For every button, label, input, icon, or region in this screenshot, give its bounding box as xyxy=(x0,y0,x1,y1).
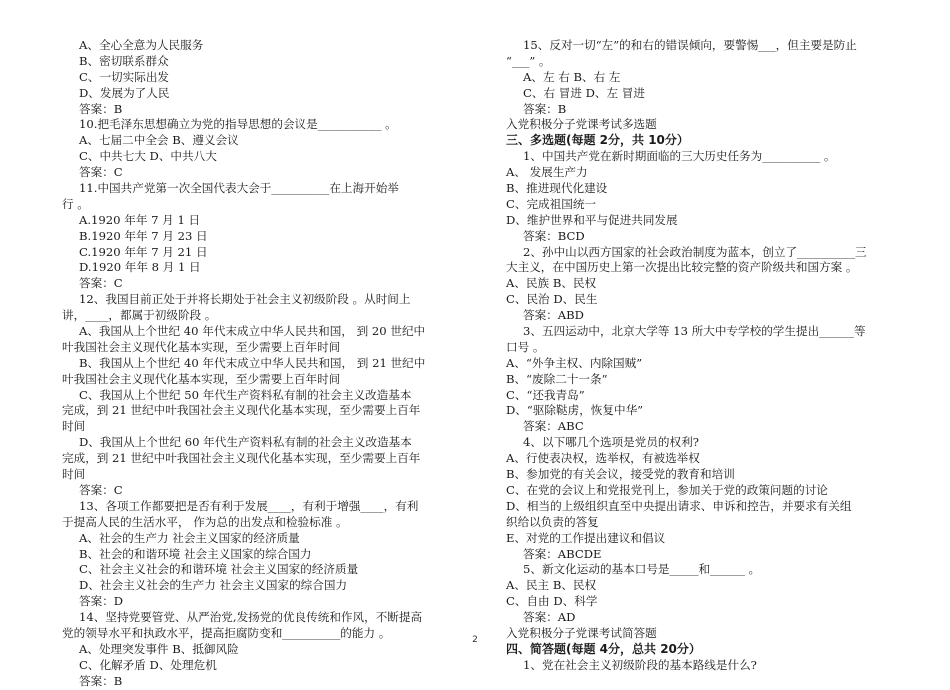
text-line: D、相当的上级组织直至中央提出请求、申诉和控告，并要求有关组 xyxy=(506,498,852,513)
text-line: 大主义，在中国历史上第一次提出比较完整的资产阶级共和国方案 。 xyxy=(506,260,858,275)
page-number: 2 xyxy=(472,635,478,645)
text-line: C、右 冒进 D、左 冒进 xyxy=(523,85,645,100)
text-line: A.1920 年年 7 月 1 日 xyxy=(79,212,201,227)
text-line: A、民族 B、民权 xyxy=(506,276,597,291)
text-line: 完成，到 21 世纪中叶我国社会主义现代化基本实现，至少需要上百年 xyxy=(62,403,421,418)
text-line: 答案：C xyxy=(79,165,123,180)
text-line: B、“废除二十一条” xyxy=(506,371,608,386)
text-line: 3、五四运动中，北京大学等 13 所大中专学校的学生提出______等 xyxy=(523,324,866,339)
text-line: 12、我国目前正处于并将长期处于社会主义初级阶段 。从时间上 xyxy=(79,292,411,307)
text-line: A、处理突发事件 B、抵御风险 xyxy=(79,641,239,656)
text-line: “___” 。 xyxy=(506,53,551,68)
text-line: 答案：D xyxy=(79,594,124,609)
text-line: C、我国从上个世纪 50 年代生产资料私有制的社会主义改造基本 xyxy=(79,387,412,402)
text-line: A、七届二中全会 B、遵义会议 xyxy=(79,133,239,148)
text-line: 13、各项工作都要把是否有利于发展____，有利于增强____，有利 xyxy=(79,498,419,513)
text-line: 讲，____，都属于初级阶段 。 xyxy=(62,308,217,323)
text-line: B、我国从上个世纪 40 年代末成立中华人民共和国， 到 21 世纪中 xyxy=(79,355,426,370)
text-line: 时间 xyxy=(62,419,86,434)
text-line: A、民主 B、民权 xyxy=(506,578,597,593)
text-line: 党的领导水平和执政水平，提高拒腐防变和__________的能力 。 xyxy=(62,625,391,640)
text-line: 答案：AD xyxy=(523,610,576,625)
text-line: C、自由 D、科学 xyxy=(506,594,598,609)
text-line: 2、孙中山以西方国家的社会政治制度为蓝本，创立了__________三 xyxy=(523,244,867,259)
text-line: D、社会主义社会的生产力 社会主义国家的综合国力 xyxy=(79,578,348,593)
text-line: A、 发展生产力 xyxy=(506,165,588,180)
text-line: A、行使表决权，选举权，有被选举权 xyxy=(506,451,700,466)
text-line: A、全心全意为人民服务 xyxy=(79,38,204,52)
text-line: C、社会主义社会的和谐环境 社会主义国家的经济质量 xyxy=(79,562,359,577)
text-line: 答案：ABC xyxy=(523,419,584,434)
section-heading: 三、多选题(每题 2分，共 10分） xyxy=(506,133,689,148)
text-line: A、社会的生产力 社会主义国家的经济质量 xyxy=(79,530,300,545)
text-line: 答案：ABD xyxy=(523,308,584,323)
text-line: 答案：C xyxy=(79,276,123,291)
text-line: A、“外争主权、内除国贼” xyxy=(506,355,643,370)
text-line: C.1920 年年 7 月 21 日 xyxy=(79,244,208,259)
text-line: 4、以下哪几个选项是党员的权利? xyxy=(523,435,699,450)
text-line: 答案：B xyxy=(79,673,123,688)
text-line: 答案：BCD xyxy=(523,228,585,243)
text-line: 入党积极分子党课考试多选题 xyxy=(506,117,657,132)
text-line: 1、党在社会主义初级阶段的基本路线是什么? xyxy=(523,657,757,672)
text-line: C、完成祖国统一 xyxy=(506,196,597,211)
text-line: B、参加党的有关会议，接受党的教育和培训 xyxy=(506,467,735,482)
text-line: A、左 右 B、右 左 xyxy=(523,69,621,84)
text-line: 10.把毛泽东思想确立为党的指导思想的会议是___________ 。 xyxy=(79,117,397,132)
text-line: 于提高人民的生活水平， 作为总的出发点和检验标准 。 xyxy=(62,514,348,529)
text-line: B、社会的和谐环境 社会主义国家的综合国力 xyxy=(79,546,312,561)
text-line: 口号 。 xyxy=(506,339,545,354)
text-line: A、我国从上个世纪 40 年代末成立中华人民共和国， 到 20 世纪中 xyxy=(79,324,426,339)
text-line: C、一切实际出发 xyxy=(79,69,170,84)
text-line: C、民治 D、民生 xyxy=(506,292,598,307)
text-line: 行 。 xyxy=(62,196,89,211)
text-line: D、发展为了人民 xyxy=(79,85,170,100)
text-line: E、对党的工作提出建议和倡议 xyxy=(506,530,666,545)
text-line: 完成，到 21 世纪中叶我国社会主义现代化基本实现，至少需要上百年 xyxy=(62,451,421,466)
text-line: B、密切联系群众 xyxy=(79,53,169,68)
text-line: C、“还我青岛” xyxy=(506,387,585,402)
text-line: C、在党的会议上和党报党刊上，参加关于党的政策问题的讨论 xyxy=(506,482,828,497)
text-line: 织给以负责的答复 xyxy=(506,514,599,529)
text-line: 叶我国社会主义现代化基本实现，至少需要上百年时间 xyxy=(62,371,341,386)
text-line: 答案：ABCDE xyxy=(523,546,602,561)
text-line: C、化解矛盾 D、处理危机 xyxy=(79,657,217,672)
text-line: 时间 xyxy=(62,467,86,482)
text-line: D、“驱除鞑虏，恢复中华” xyxy=(506,403,644,418)
text-line: D.1920 年年 8 月 1 日 xyxy=(79,260,201,275)
text-line: C、中共七大 D、中共八大 xyxy=(79,149,217,164)
right-column xyxy=(506,38,904,674)
text-line: 1、中国共产党在新时期面临的三大历史任务为__________ 。 xyxy=(523,149,836,164)
text-line: 11.中国共产党第一次全国代表大会于__________在上海开始举 xyxy=(79,181,399,196)
text-line: D、维护世界和平与促进共同发展 xyxy=(506,212,678,227)
text-line: D、我国从上个世纪 60 年代生产资料私有制的社会主义改造基本 xyxy=(79,435,412,450)
text-line: B、推进现代化建设 xyxy=(506,181,608,196)
text-line: 答案：B xyxy=(523,101,567,116)
section-heading: 四、简答题(每题 4分，总共 20分） xyxy=(506,641,701,656)
left-column xyxy=(62,38,474,690)
text-line: 14、坚持党要管党、从严治党,发扬党的优良传统和作风，不断提高 xyxy=(79,610,423,625)
text-line: 叶我国社会主义现代化基本实现，至少需要上百年时间 xyxy=(62,339,341,354)
text-line: 5、新文化运动的基本口号是_____和______ 。 xyxy=(523,562,761,577)
text-line: 答案：B xyxy=(79,101,123,116)
text-line: 15、反对一切“左”的和右的错误倾向，要警惕___，但主要是防止 xyxy=(523,38,857,52)
text-line: 答案：C xyxy=(79,482,123,497)
text-line: B.1920 年年 7 月 23 日 xyxy=(79,228,208,243)
text-line: 入党积极分子党课考试简答题 xyxy=(506,625,657,640)
